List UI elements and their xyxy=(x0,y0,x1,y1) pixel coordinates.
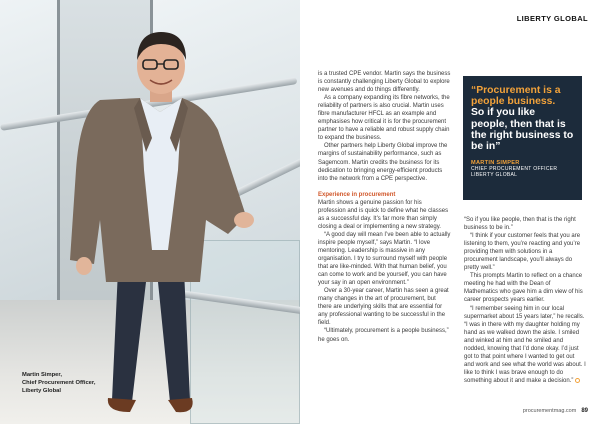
paragraph: “I think if your customer feels that you are listening to them, you’re reacting and you’re providing them with solutions in a procurement landscape, you’ll always do pretty well.” xyxy=(464,233,581,272)
paragraph: This prompts Martin to reflect on a chance meeting he had with the Dean of Mathematics who gave him a dim view of his career prospects years earlier. xyxy=(464,273,583,304)
person-figure xyxy=(60,20,260,424)
brand-header: LIBERTY GLOBAL xyxy=(516,14,588,23)
page-number: 89 xyxy=(581,408,588,414)
paragraph: “Ultimately, procurement is a people business,” he goes on. xyxy=(318,328,449,343)
paragraph: Over a 30-year career, Martin has seen a great many changes in the art of procurement, but there are underlying skills that are essential for any professional wanting to be successful in the field. xyxy=(318,288,449,327)
quote-attribution-company: LIBERTY GLOBAL xyxy=(471,172,518,179)
quote-text: So if you like people, then that is the right business to be in” xyxy=(471,107,574,153)
paragraph: “So if you like people, then that is the right business to be in.” xyxy=(464,217,576,232)
caption-company: Liberty Global xyxy=(22,387,61,394)
caption-name: Martin Simper, xyxy=(22,372,62,378)
section-subhead: Experience in procurement xyxy=(318,191,396,198)
paragraph: is a trusted CPE vendor. Martin says the business is constantly challenging Liberty Global to explore new avenues and do things differently. xyxy=(318,71,451,94)
window-panel xyxy=(0,0,60,300)
quote-attribution-role: CHIEF PROCUREMENT OFFICER xyxy=(471,166,558,173)
end-mark-icon xyxy=(575,378,580,383)
page-footer xyxy=(523,408,588,414)
quote-text-highlight: “Procurement is a people business. xyxy=(471,85,561,108)
site-url: procurementmag.com xyxy=(522,408,577,414)
paragraph: Other partners help Liberty Global improve the margins of sustainability performance, such as Sagemcom. Martin credits the business for its dedication to bringing energy-efficient products into the network from a CPE perspective. xyxy=(318,143,448,182)
photo-caption xyxy=(22,372,95,395)
article-column-1 xyxy=(318,70,451,344)
paragraph xyxy=(464,305,586,385)
paragraph: As a company expanding its fibre networks, the reliability of partners is also crucial. Martin uses fibre manufacturer HFCL as an example and emphasises how critical it is for the procurement partner to have a reliable and robust supply chain to expand the business. xyxy=(318,95,450,142)
article-column-2 xyxy=(464,216,586,385)
paragraph: Martin shows a genuine passion for his profession and is quick to define what he classes as a successful day. It’s far more than simply closing a deal or implementing a new strategy. xyxy=(318,199,449,230)
caption-role: Chief Procurement Officer, xyxy=(22,379,96,386)
paragraph-text: “I remember seeing him in our local supermarket about 15 years later,” he recalls. “I was in there with my daughter holding my hand as we walked down the aisle. I smiled and winked at him and he smiled and nodded, knowing that I’d done okay. I’d just got to that point where I wanted to get out and work and see what the world was about. I like to think I was brave enough to do something about it and make a decision.” xyxy=(464,305,586,384)
paragraph: “A good day will mean I’ve been able to actually inspire people myself,” says Martin. “I love mentoring. Leadership is massive in any organisation. I try to surround myself with people that are like-minded. With that human belief, you can come to work and be yourself, you can have your say in an open environment.” xyxy=(318,231,451,287)
quote-attribution-name: MARTIN SIMPER xyxy=(471,160,520,167)
pull-quote xyxy=(463,76,582,200)
